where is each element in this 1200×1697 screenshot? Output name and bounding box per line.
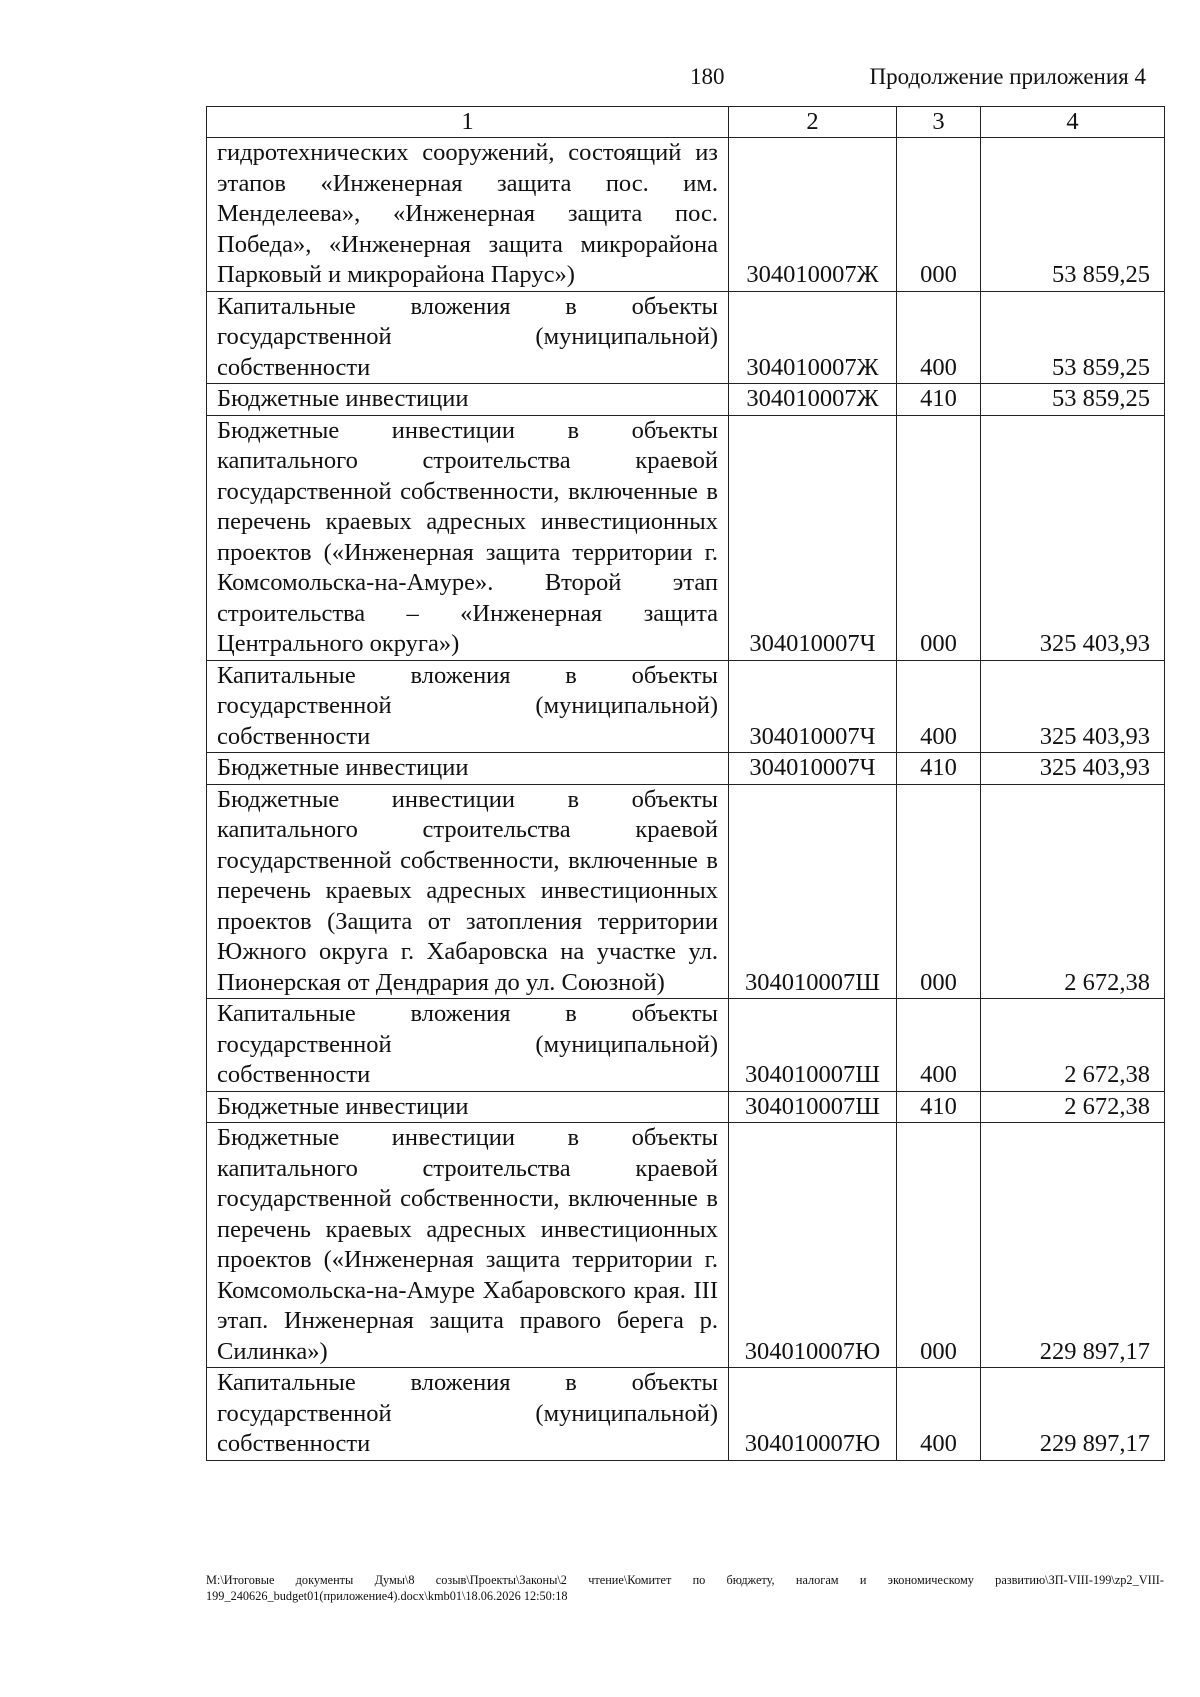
row-name-cell [207,999,729,1092]
row-expense-type-text: 410 [920,1092,957,1120]
row-code-cell [729,784,897,999]
row-expense-type-cell [897,1368,981,1461]
row-code-text: 304010007Ю [744,1337,881,1365]
row-code-cell [729,1368,897,1461]
row-name-text: Капитальные вложения в объекты государственной (муниципальной) собственности [217,292,718,381]
table-row [207,660,1165,753]
row-expense-type-text: 000 [920,261,957,288]
row-expense-type-cell [897,660,981,753]
row-sum-text: 325 403,93 [1039,754,1150,781]
budget-table [206,106,1165,1461]
row-name-text: Бюджетные инвестиции в объекты капитального строительства краевой государственной собственности, включенные в перечень краевых адресных инвестиционных проектов («Инженерная защита территории г. Комсомольска-на-Амуре». Второй этап строительства – «Инженерная защита Центрального округа») [217,416,718,657]
row-name-text: Капитальные вложения в объекты государственной (муниципальной) собственности [217,661,718,750]
row-sum-cell [981,1368,1165,1461]
column-number-row [207,107,1165,138]
row-code-text: 304010007Ж [746,261,879,288]
row-code-text: 304010007Ш [745,1061,880,1088]
row-sum-text: 53 859,25 [1052,385,1150,412]
row-sum-cell [981,1091,1165,1123]
row-sum-cell [981,415,1165,660]
row-code-text: 304010007Ч [749,754,876,781]
row-name-cell [207,384,729,416]
row-code-text: 304010007Ж [746,353,879,381]
row-expense-type-text: 000 [920,968,957,996]
row-code-cell [729,753,897,785]
row-name-text: Капитальные вложения в объекты государственной (муниципальной) собственности [217,1369,718,1457]
row-sum-cell [981,138,1165,292]
row-sum-text: 53 859,25 [1052,261,1150,288]
row-sum-cell [981,999,1165,1092]
table-row [207,1091,1165,1123]
table-body [207,138,1165,1461]
row-expense-type-text: 410 [920,754,957,781]
table-row [207,291,1165,384]
row-name-cell [207,753,729,785]
row-expense-type-text: 000 [920,630,957,657]
row-name-cell [207,1123,729,1368]
row-expense-type-cell [897,291,981,384]
table-row [207,784,1165,999]
row-sum-text: 325 403,93 [1039,722,1150,750]
table-row [207,1368,1165,1461]
row-code-text: 304010007Ж [746,385,879,412]
table-row [207,1123,1165,1368]
row-name-cell [207,784,729,999]
row-expense-type-cell [897,999,981,1092]
column-number: 2 [729,107,897,138]
row-sum-text: 53 859,25 [1052,353,1150,381]
row-sum-cell [981,784,1165,999]
row-expense-type-text: 410 [920,385,957,412]
row-sum-text: 2 672,38 [1064,1092,1150,1120]
row-expense-type-cell [897,1123,981,1368]
row-sum-text: 2 672,38 [1064,1061,1150,1088]
row-expense-type-cell [897,415,981,660]
row-name-text: Бюджетные инвестиции [217,385,469,412]
row-sum-text: 229 897,17 [1039,1337,1150,1365]
column-number: 1 [207,107,729,138]
file-path-footer: M:\Итоговые документы Думы\8 созыв\Проекты\Законы\2 чтение\Комитет по бюджету, налогам и экономическому развитию\ЗП-VIII-199\zp2_VIII-199_240626_budget01(приложение4).docx\kmb01\18.06.2026 12:50:18 [206,1573,1164,1603]
row-code-cell [729,384,897,416]
row-name-text: Бюджетные инвестиции в объекты капитального строительства краевой государственной собственности, включенные в перечень краевых адресных инвестиционных проектов («Инженерная защита территории г. Комсомольска-на-Амуре Хабаровского края. III этап. Инженерная защита правого берега р. Силинка») [217,1124,718,1365]
row-expense-type-text: 400 [920,353,957,381]
row-code-cell [729,1123,897,1368]
row-code-cell [729,999,897,1092]
row-name-cell [207,1091,729,1123]
table-row [207,138,1165,292]
row-code-cell [729,415,897,660]
table-row [207,384,1165,416]
continuation-title: Продолжение приложения 4 [869,64,1146,89]
column-number: 4 [981,107,1165,138]
row-code-text: 304010007Ш [745,968,880,996]
row-code-cell [729,291,897,384]
row-expense-type-cell [897,784,981,999]
row-sum-cell [981,384,1165,416]
row-sum-cell [981,660,1165,753]
row-code-cell [729,1091,897,1123]
row-expense-type-cell [897,138,981,292]
row-name-cell [207,660,729,753]
column-number: 3 [897,107,981,138]
row-expense-type-text: 400 [920,1430,957,1457]
row-sum-text: 229 897,17 [1039,1430,1150,1457]
row-name-text: Бюджетные инвестиции [217,754,469,781]
row-code-cell [729,138,897,292]
row-sum-cell [981,291,1165,384]
row-expense-type-cell [897,753,981,785]
row-name-text: Бюджетные инвестиции в объекты капитального строительства краевой государственной собственности, включенные в перечень краевых адресных инвестиционных проектов (Защита от затопления территории Южного округа г. Хабаровска на участке ул. Пионерская от Дендрария до ул. Союзной) [217,785,718,996]
table-row [207,999,1165,1092]
row-expense-type-text: 400 [920,722,957,750]
row-name-cell [207,1368,729,1461]
row-name-text: Капитальные вложения в объекты государственной (муниципальной) собственности [217,1000,718,1088]
row-name-cell [207,291,729,384]
row-code-text: 304010007Ю [744,1430,881,1457]
row-expense-type-text: 400 [920,1061,957,1088]
row-expense-type-cell [897,384,981,416]
row-name-text: гидротехнических сооружений, состоящий из этапов «Инженерная защита пос. им. Менделеева», «Инженерная защита пос. Победа», «Инженерная защита микрорайона Парковый и микрорайона Парус») [217,139,718,288]
row-code-text: 304010007Ч [749,722,876,750]
row-sum-cell [981,753,1165,785]
row-sum-text: 2 672,38 [1064,968,1150,996]
row-sum-cell [981,1123,1165,1368]
row-code-text: 304010007Ч [749,630,876,657]
page-number: 180 [690,64,725,89]
row-sum-text: 325 403,93 [1039,630,1150,657]
row-code-cell [729,660,897,753]
row-code-text: 304010007Ш [745,1092,880,1120]
row-expense-type-text: 000 [920,1337,957,1365]
row-name-cell [207,138,729,292]
table-row [207,753,1165,785]
row-expense-type-cell [897,1091,981,1123]
table-row [207,415,1165,660]
row-name-cell [207,415,729,660]
row-name-text: Бюджетные инвестиции [217,1092,469,1120]
